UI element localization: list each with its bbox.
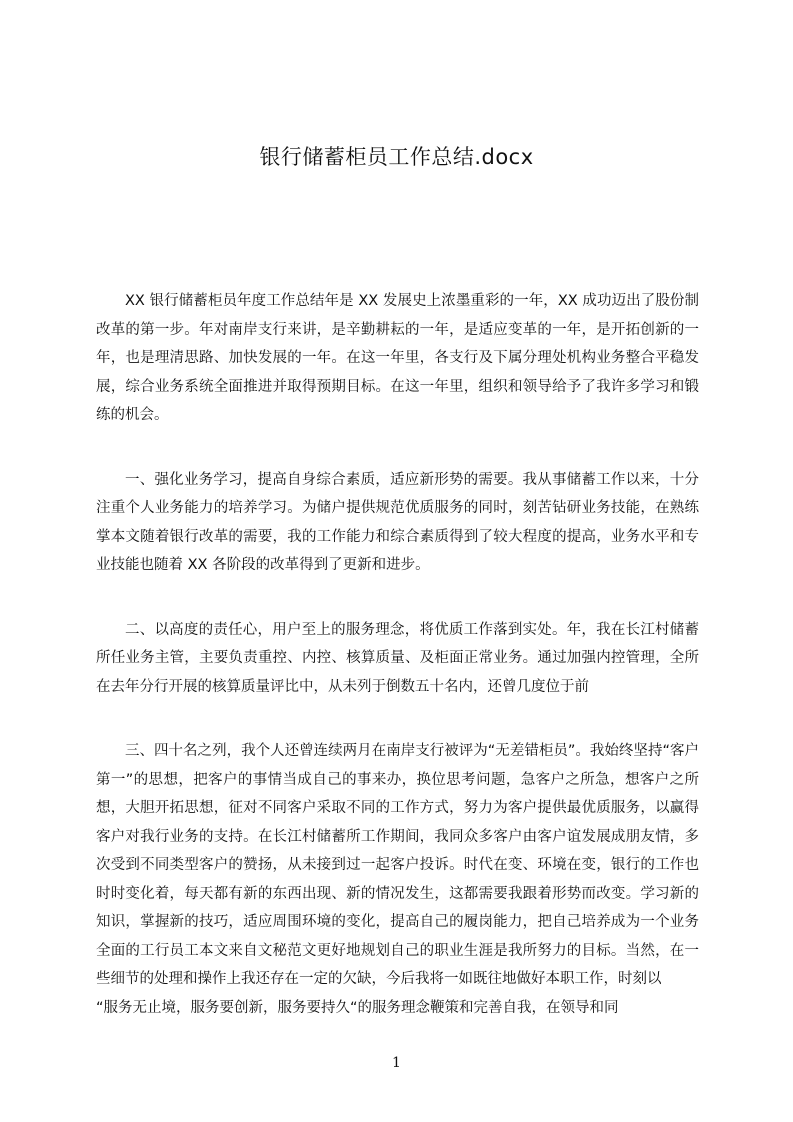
document-body (96, 287, 699, 1058)
paragraph-intro: XX 银行储蓄柜员年度工作总结年是 XX 发展史上浓墨重彩的一年，XX 成功迈出了股份制改革的第一步。年对南岸支行来讲，是辛勤耕耘的一年，是适应变革的一年，是开拓创新的一年，也是理清思路、加快发展的一年。在这一年里，各支行及下属分理处机构业务整合平稳发展，综合业务系统全面推进并取得预期目标。在这一年里，组织和领导给予了我许多学习和锻练的机会。 (96, 293, 699, 423)
paragraph-last-line: “服务无止境，服务要创新，服务要持久“的服务理念鞭策和完善自我，在领导和同 (96, 999, 619, 1016)
document-title: 银行储蓄柜员工作总结.docx (259, 145, 534, 169)
paragraph-section-3: 三、四十名之列，我个人还曾连续两月在南岸支行被评为“无差错柜员”。我始终坚持“客户第一”的思想，把客户的事情当成自己的事来办，换位思考问题，急客户之所急，想客户之所想，大胆开拓思想，征对不同客户采取不同的工作方式，努力为客户提供最优质服务，以赢得客户对我行业务的支持。在长江村储蓄所工作期间，我同众多客户由客户谊发展成朋友情，多次受到不同类型客户的赞扬，从未接到过一起客户投诉。时代在变、环境在变，银行的工作也时时变化着，每天都有新的东西出现、新的情况发生，这都需要我跟着形势而改变。学习新的知识，掌握新的技巧，适应周围环境的变化，提高自己的履岗能力，把自己培养成为一个业务全面的工行员工本文来自文秘范文更好地规划自己的职业生涯是我所努力的目标。当然，在一些细节的处理和操作上我还存在一定的欠缺，今后我将一如既往地做好本职工作，时刻以 (96, 743, 699, 987)
paragraph-section-2: 二、以高度的责任心，用户至上的服务理念，将优质工作落到实处。年，我在长江村储蓄所任业务主管，主要负责重控、内控、核算质量、及柜面正常业务。通过加强内控管理，全所在去年分行开展的核算质量评比中，从未列于倒数五十名内，还曾几度位于前 (96, 621, 699, 695)
paragraph-section-1: 一、强化业务学习，提高自身综合素质，适应新形势的需要。我从事储蓄工作以来，十分注重个人业务能力的培养学习。为储户提供规范优质服务的同时，刻苦钻研业务技能，在熟练掌本文随着银行改革的需要，我的工作能力和综合素质得到了较大程度的提高，业务水平和专业技能也随着 XX 各阶段的改革得到了更新和进步。 (96, 471, 699, 573)
page-number: 1 (392, 1055, 401, 1071)
